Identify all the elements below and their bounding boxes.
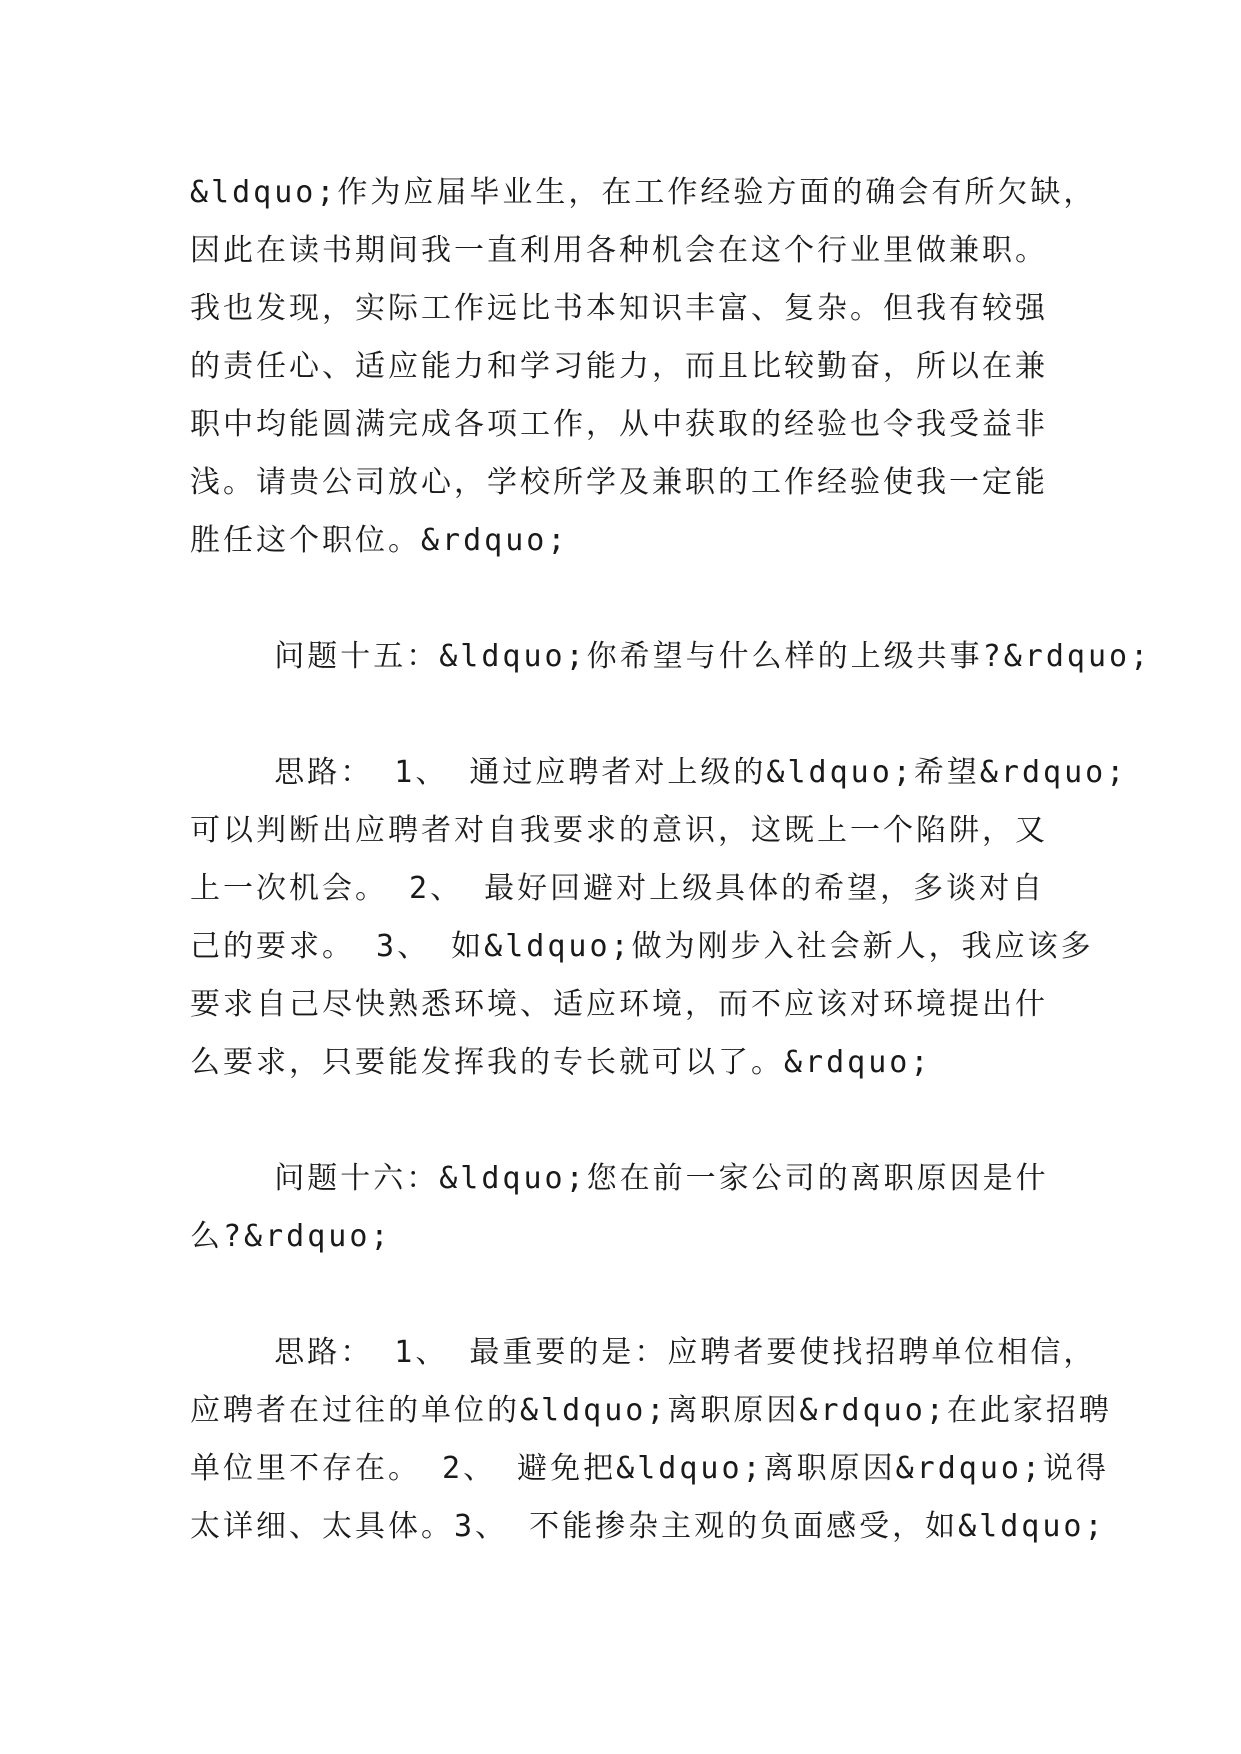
text-line: 思路： 1、 通过应聘者对上级的&ldquo;希望&rdquo;	[190, 755, 1128, 790]
text-line: 太详细、太具体。3、 不能掺杂主观的负面感受，如&ldquo;	[190, 1509, 1106, 1544]
text-line: 思路： 1、 最重要的是：应聘者要使找招聘单位相信，	[190, 1335, 1097, 1370]
text-line: 胜任这个职位。&rdquo;	[190, 523, 569, 558]
text-line: 要求自己尽快熟悉环境、适应环境，而不应该对环境提出什	[190, 987, 1048, 1022]
text-line: 问题十五：&ldquo;你希望与什么样的上级共事?&rdquo;	[190, 639, 1152, 674]
paragraph-spacer	[190, 570, 1060, 628]
document-body	[190, 164, 1152, 1556]
text-line: 么?&rdquo;	[190, 1219, 392, 1254]
paragraph-thinking-sixteen	[190, 1324, 1112, 1556]
paragraph-thinking-fifteen	[190, 744, 1128, 1092]
paragraph-spacer	[190, 1266, 1060, 1324]
text-line: 己的要求。 3、 如&ldquo;做为刚步入社会新人，我应该多	[190, 929, 1094, 964]
text-line: 的责任心、适应能力和学习能力，而且比较勤奋，所以在兼	[190, 349, 1048, 384]
text-line: 单位里不存在。 2、 避免把&ldquo;离职原因&rdquo;说得	[190, 1451, 1110, 1486]
paragraph-spacer	[190, 1092, 1060, 1150]
paragraph-answer-fourteen	[190, 164, 1097, 570]
text-line: 浅。请贵公司放心，学校所学及兼职的工作经验使我一定能	[190, 465, 1048, 500]
paragraph-question-sixteen	[190, 1150, 1060, 1266]
text-line: 职中均能圆满完成各项工作，从中获取的经验也令我受益非	[190, 407, 1048, 442]
text-line: 可以判断出应聘者对自我要求的意识，这既上一个陷阱，又	[190, 813, 1048, 848]
text-line: 应聘者在过往的单位的&ldquo;离职原因&rdquo;在此家招聘	[190, 1393, 1112, 1428]
text-line: 我也发现，实际工作远比书本知识丰富、复杂。但我有较强	[190, 291, 1048, 326]
paragraph-question-fifteen	[190, 628, 1152, 686]
paragraph-spacer	[190, 686, 1060, 744]
text-line: 因此在读书期间我一直利用各种机会在这个行业里做兼职。	[190, 233, 1048, 268]
text-line: &ldquo;作为应届毕业生，在工作经验方面的确会有所欠缺，	[190, 175, 1097, 210]
text-line: 问题十六：&ldquo;您在前一家公司的离职原因是什	[190, 1161, 1049, 1196]
text-line: 么要求，只要能发挥我的专长就可以了。&rdquo;	[190, 1045, 932, 1080]
text-line: 上一次机会。 2、 最好回避对上级具体的希望，多谈对自	[190, 871, 1046, 906]
